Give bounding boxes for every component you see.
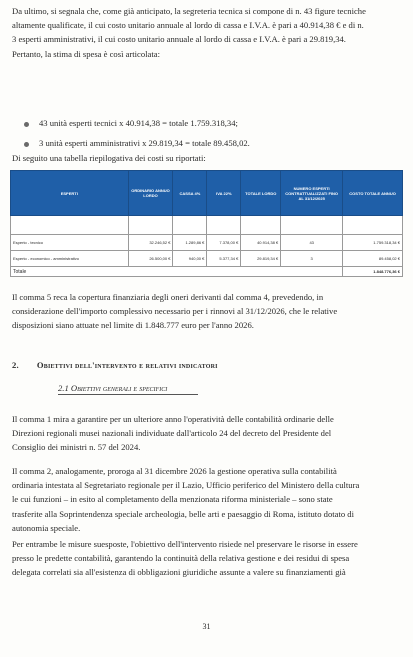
table-cell: 32.246,52 € bbox=[128, 235, 173, 251]
bullet-dot-icon bbox=[24, 122, 29, 127]
paragraph-line: Direzioni regionali musei nazionali individuate dall'articolo 24 del decreto del Presidente del bbox=[12, 428, 332, 439]
table-header-cell: COSTO TOTALE ANNUO bbox=[343, 171, 403, 216]
table-total-value: 1.848.776,36 € bbox=[343, 267, 403, 277]
table-header-cell: ESPERTI bbox=[11, 171, 129, 216]
table-cell: 29.819,34 € bbox=[241, 251, 281, 267]
table-cell: 3 bbox=[281, 251, 343, 267]
table-spacer-row bbox=[11, 216, 403, 235]
table-row bbox=[11, 251, 403, 267]
table-intro-text: Di seguito una tabella riepilogativa dei costi su riportati: bbox=[12, 153, 206, 163]
paragraph-line: trasferite alla Soprintendenza speciale archeologia, belle arti e paesaggio di Roma, istituto dotato di bbox=[12, 508, 354, 519]
comma5-paragraph bbox=[12, 290, 402, 333]
table-cell: 89.458,02 € bbox=[343, 251, 403, 267]
paragraph-line: Consiglio dei ministri n. 57 del 2024. bbox=[12, 442, 141, 453]
table-cell: Esperto - tecnico bbox=[11, 235, 129, 251]
subsection-heading: 2.1 Obiettivi generali e specifici bbox=[58, 383, 168, 393]
table-cell: Esperto - economico - amministrativo bbox=[11, 251, 129, 267]
table-cell: 1.289,86 € bbox=[173, 235, 207, 251]
table-cell: 5.377,34 € bbox=[207, 251, 241, 267]
intro-line: Pertanto, la stima di spesa è così articolata: bbox=[12, 48, 160, 59]
paragraph-line: disposizioni siano attuate nel limite di 1.848.777 euro per l'anno 2026. bbox=[12, 320, 254, 331]
paragraph-line: Per entrambe le misure suesposte, l'obiettivo dell'intervento risiede nel preservare le risorse in essere bbox=[12, 539, 358, 549]
intro-paragraph bbox=[12, 4, 402, 61]
paragraph-line: Il comma 1 mira a garantire per un ulteriore anno l'operatività delle contabilità ordinarie delle bbox=[12, 414, 334, 424]
bullet-dot-icon bbox=[24, 142, 29, 147]
paragraph-line: Il comma 2, analogamente, proroga al 31 dicembre 2026 la gestione operativa sulla contabilità bbox=[12, 466, 337, 476]
table-header-cell: TOTALE LORDO bbox=[241, 171, 281, 216]
comma2-paragraph bbox=[12, 464, 402, 535]
bullet-item-amministrativi bbox=[24, 137, 250, 149]
paragraph-line: ordinaria intestata al Segretariato regionale per il Lazio, Ufficio periferico del Ministero della cultura bbox=[12, 480, 360, 491]
bullet-item-tecnici bbox=[24, 117, 238, 129]
section-number: 2. bbox=[12, 360, 19, 370]
paragraph-line: autonomia speciale. bbox=[12, 522, 81, 533]
table-total-row bbox=[11, 267, 403, 277]
table-header-cell: NUMERO ESPERTI CONTRATTUALIZZATI FINO AL 31/12/2025 bbox=[281, 171, 343, 216]
table-row bbox=[11, 235, 403, 251]
table-cell: 1.759.318,34 € bbox=[343, 235, 403, 251]
section-title: Obiettivi dell'intervento e relativi indicatori bbox=[36, 360, 218, 370]
table-header-row bbox=[11, 171, 403, 216]
table-header-cell: CASSA 4% bbox=[173, 171, 207, 216]
paragraph-line: Il comma 5 reca la copertura finanziaria degli oneri derivanti dal comma 4, prevedendo, in bbox=[12, 292, 324, 302]
bullet-text: 3 unità esperti amministrativi x 29.819,34 = totale 89.458,02. bbox=[39, 138, 250, 148]
table-cell: 7.378,00 € bbox=[207, 235, 241, 251]
table-intro bbox=[12, 151, 402, 165]
bullet-text: 43 unità esperti tecnici x 40.914,38 = totale 1.759.318,34; bbox=[39, 118, 238, 128]
paragraph-line: presso le predette contabilità, garantendo la continuità della relativa gestione e dei residui di spesa bbox=[12, 553, 350, 564]
intro-line: altamente qualificate, il cui costo unitario annuale al lordo di cassa e I.V.A. è pari a 40.914,38 € e di n. bbox=[12, 20, 364, 31]
table-cell: 43 bbox=[281, 235, 343, 251]
paragraph-line: delegata correlati sia all'esistenza di obbligazioni giuridiche assunte a valere su finanziamenti già bbox=[12, 567, 346, 578]
paragraph-line: considerazione dell'importo complessivo necessario per i rinnovi al 31/12/2026, che le relative bbox=[12, 306, 338, 317]
paragraph-line: le cui funzioni – in esito al completamento della menzionata riforma ministeriale – sono state bbox=[12, 494, 333, 505]
intro-line: 3 esperti amministrativi, il cui costo unitario annuale al lordo di cassa e I.V.A. è pari a 29.819,34. bbox=[12, 34, 346, 45]
table-cell: 26.500,00 € bbox=[128, 251, 173, 267]
table-header-cell: IVA 22% bbox=[207, 171, 241, 216]
table-cell: 40.914,38 € bbox=[241, 235, 281, 251]
subsection-underline bbox=[58, 394, 198, 395]
table-cell: 940,00 € bbox=[173, 251, 207, 267]
table-total-label: Totale bbox=[11, 267, 343, 277]
intro-line: Da ultimo, si segnala che, come già anticipato, la segreteria tecnica si compone di n. 43 figure tecniche bbox=[12, 6, 366, 16]
section-heading bbox=[12, 360, 218, 370]
objective-paragraph bbox=[12, 537, 402, 580]
table-header-cell: ORDINARIO ANNUO LORDO bbox=[128, 171, 173, 216]
page-number: 31 bbox=[202, 622, 211, 631]
comma1-paragraph bbox=[12, 412, 402, 455]
cost-summary-table bbox=[10, 170, 403, 277]
